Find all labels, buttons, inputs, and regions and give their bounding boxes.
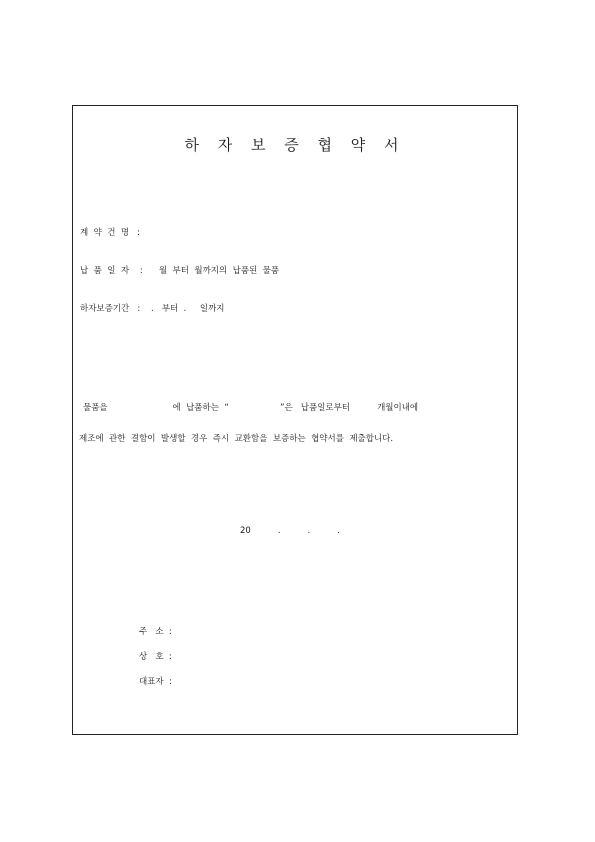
company-label: 상 호 :: [139, 652, 172, 662]
representative-label: 대표자 :: [139, 677, 172, 687]
body-text-line-2: 제조에 관한 결함이 발생할 경우 즉시 교환함을 보증하는 협약서를 제출합니다.: [79, 434, 394, 444]
document-frame: [72, 105, 518, 735]
delivery-date-line: 납 품 일 자 : 월 부터 월까지의 납품된 물품: [80, 266, 280, 276]
address-label: 주 소 :: [139, 627, 172, 637]
date-line: 20 . . .: [240, 526, 340, 536]
warranty-period-line: 하자보증기간 : . 부터 . 일까지: [80, 304, 225, 314]
body-text-line-1: 물품을 에 납품하는 “ ”은 납품일로부터 개월이내에: [83, 403, 419, 413]
contract-name-line: 계 약 건 명 :: [80, 228, 141, 238]
document-title: 하 자 보 증 협 약 서: [184, 136, 406, 154]
